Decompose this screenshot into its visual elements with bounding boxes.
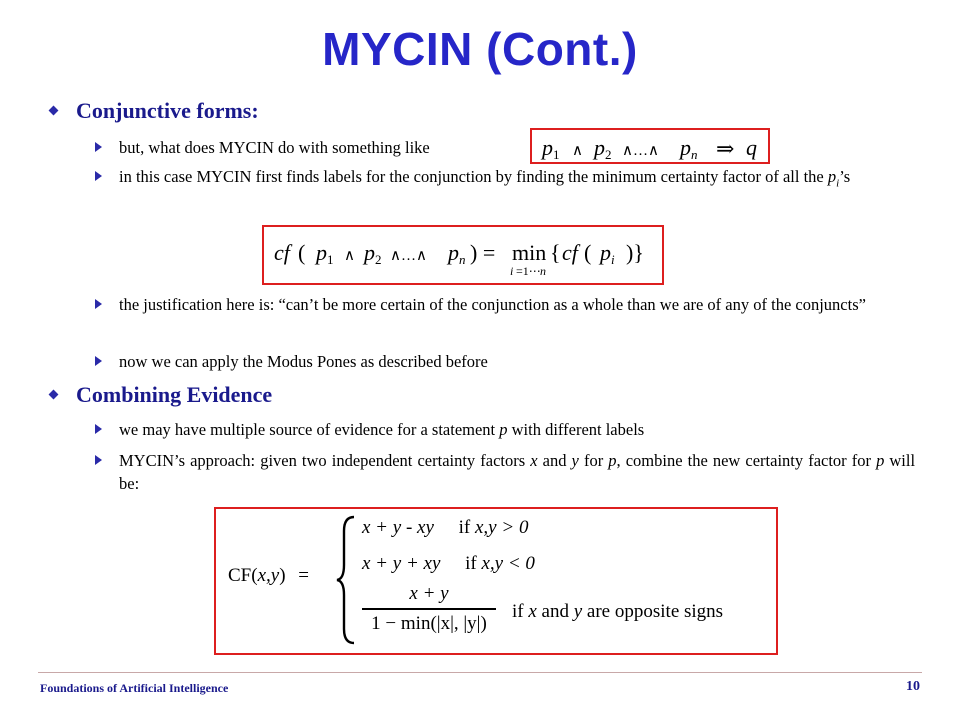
bullet-item bbox=[95, 136, 915, 160]
diamond-bullet-icon bbox=[49, 106, 59, 116]
svg-text:pn: pn bbox=[680, 135, 698, 162]
svg-text:i: i bbox=[510, 264, 514, 278]
page-number: 10 bbox=[906, 679, 920, 694]
conjunction-formula-box bbox=[530, 128, 770, 164]
curly-brace-icon bbox=[334, 513, 360, 647]
triangle-bullet-icon bbox=[95, 424, 102, 434]
bullet-text: but, what does MYCIN do with something like bbox=[119, 138, 430, 157]
bullet-text: we may have multiple source of evidence for a statement p with different labels bbox=[119, 420, 645, 439]
footer-course-title: Foundations of Artificial Intelligence bbox=[40, 681, 229, 695]
case-3-fraction: x + y 1 − min(|x|, |y|) bbox=[362, 583, 496, 635]
svg-text:∧: ∧ bbox=[572, 143, 583, 159]
svg-text:cf: cf bbox=[562, 240, 578, 265]
triangle-bullet-icon bbox=[95, 171, 102, 181]
cf-combination-formula-box bbox=[214, 507, 778, 655]
bullet-item bbox=[95, 293, 915, 341]
svg-text:pn: pn bbox=[448, 240, 466, 267]
bullet-item bbox=[95, 449, 915, 497]
triangle-bullet-icon bbox=[95, 356, 102, 366]
min-certainty-formula bbox=[264, 227, 662, 283]
svg-text:∧…∧: ∧…∧ bbox=[390, 248, 427, 264]
slide-title: MYCIN (Cont.) bbox=[322, 23, 638, 75]
svg-text:p1: p1 bbox=[316, 240, 334, 267]
bullet-text: MYCIN’s approach: given two independent certainty factors x and y for p, combine the new certainty factor for p will be: bbox=[119, 451, 916, 493]
bullet-text: in this case MYCIN first finds labels for the conjunction by finding the minimum certainty factor of all the $p_i’s$ bbox=[119, 167, 851, 190]
diamond-bullet-icon bbox=[49, 390, 59, 400]
svg-text:n: n bbox=[540, 264, 546, 278]
svg-text:⇒: ⇒ bbox=[716, 136, 735, 161]
svg-text:p2: p2 bbox=[594, 135, 612, 162]
svg-text:=1⋯: =1⋯ bbox=[516, 264, 541, 278]
svg-text:(: ( bbox=[298, 240, 306, 265]
conjunction-implication-formula bbox=[532, 130, 768, 162]
svg-text:) =: ) = bbox=[470, 240, 496, 265]
bullet-text: the justification here is: “can’t be more certain of the conjunction as a whole than we are of any of the conjuncts” bbox=[119, 295, 866, 314]
svg-text:p1: p1 bbox=[542, 135, 560, 162]
case-1: x + y - xy if x,y > 0 bbox=[362, 517, 529, 538]
svg-text:)}: )} bbox=[626, 240, 644, 265]
svg-text:q: q bbox=[746, 135, 757, 160]
bullet-item bbox=[95, 418, 915, 442]
svg-text:cf: cf bbox=[274, 240, 290, 265]
svg-text:∧…∧: ∧…∧ bbox=[622, 143, 659, 159]
svg-text:p2: p2 bbox=[364, 240, 382, 267]
fraction-bar bbox=[362, 608, 496, 610]
svg-text:(: ( bbox=[584, 240, 592, 265]
case-2: x + y + xy if x,y < 0 bbox=[362, 553, 535, 574]
triangle-bullet-icon bbox=[95, 142, 102, 152]
svg-text:∧: ∧ bbox=[344, 248, 355, 264]
footer-divider bbox=[38, 672, 922, 673]
svg-text:min: min bbox=[512, 240, 547, 265]
bullet-text: now we can apply the Modus Pones as described before bbox=[119, 352, 488, 371]
section-heading: Combining Evidence bbox=[76, 382, 273, 407]
cf-lhs: CF(x,y) = bbox=[228, 565, 309, 586]
triangle-bullet-icon bbox=[95, 455, 102, 465]
triangle-bullet-icon bbox=[95, 299, 102, 309]
case-3-condition: if x and y are opposite signs bbox=[512, 601, 724, 622]
bullet-item bbox=[95, 350, 915, 374]
section-heading: Conjunctive forms: bbox=[76, 98, 259, 123]
bullet-item bbox=[95, 165, 915, 213]
min-certainty-formula-box bbox=[262, 225, 664, 285]
svg-text:{: { bbox=[550, 240, 561, 265]
svg-text:pi: pi bbox=[600, 240, 615, 267]
